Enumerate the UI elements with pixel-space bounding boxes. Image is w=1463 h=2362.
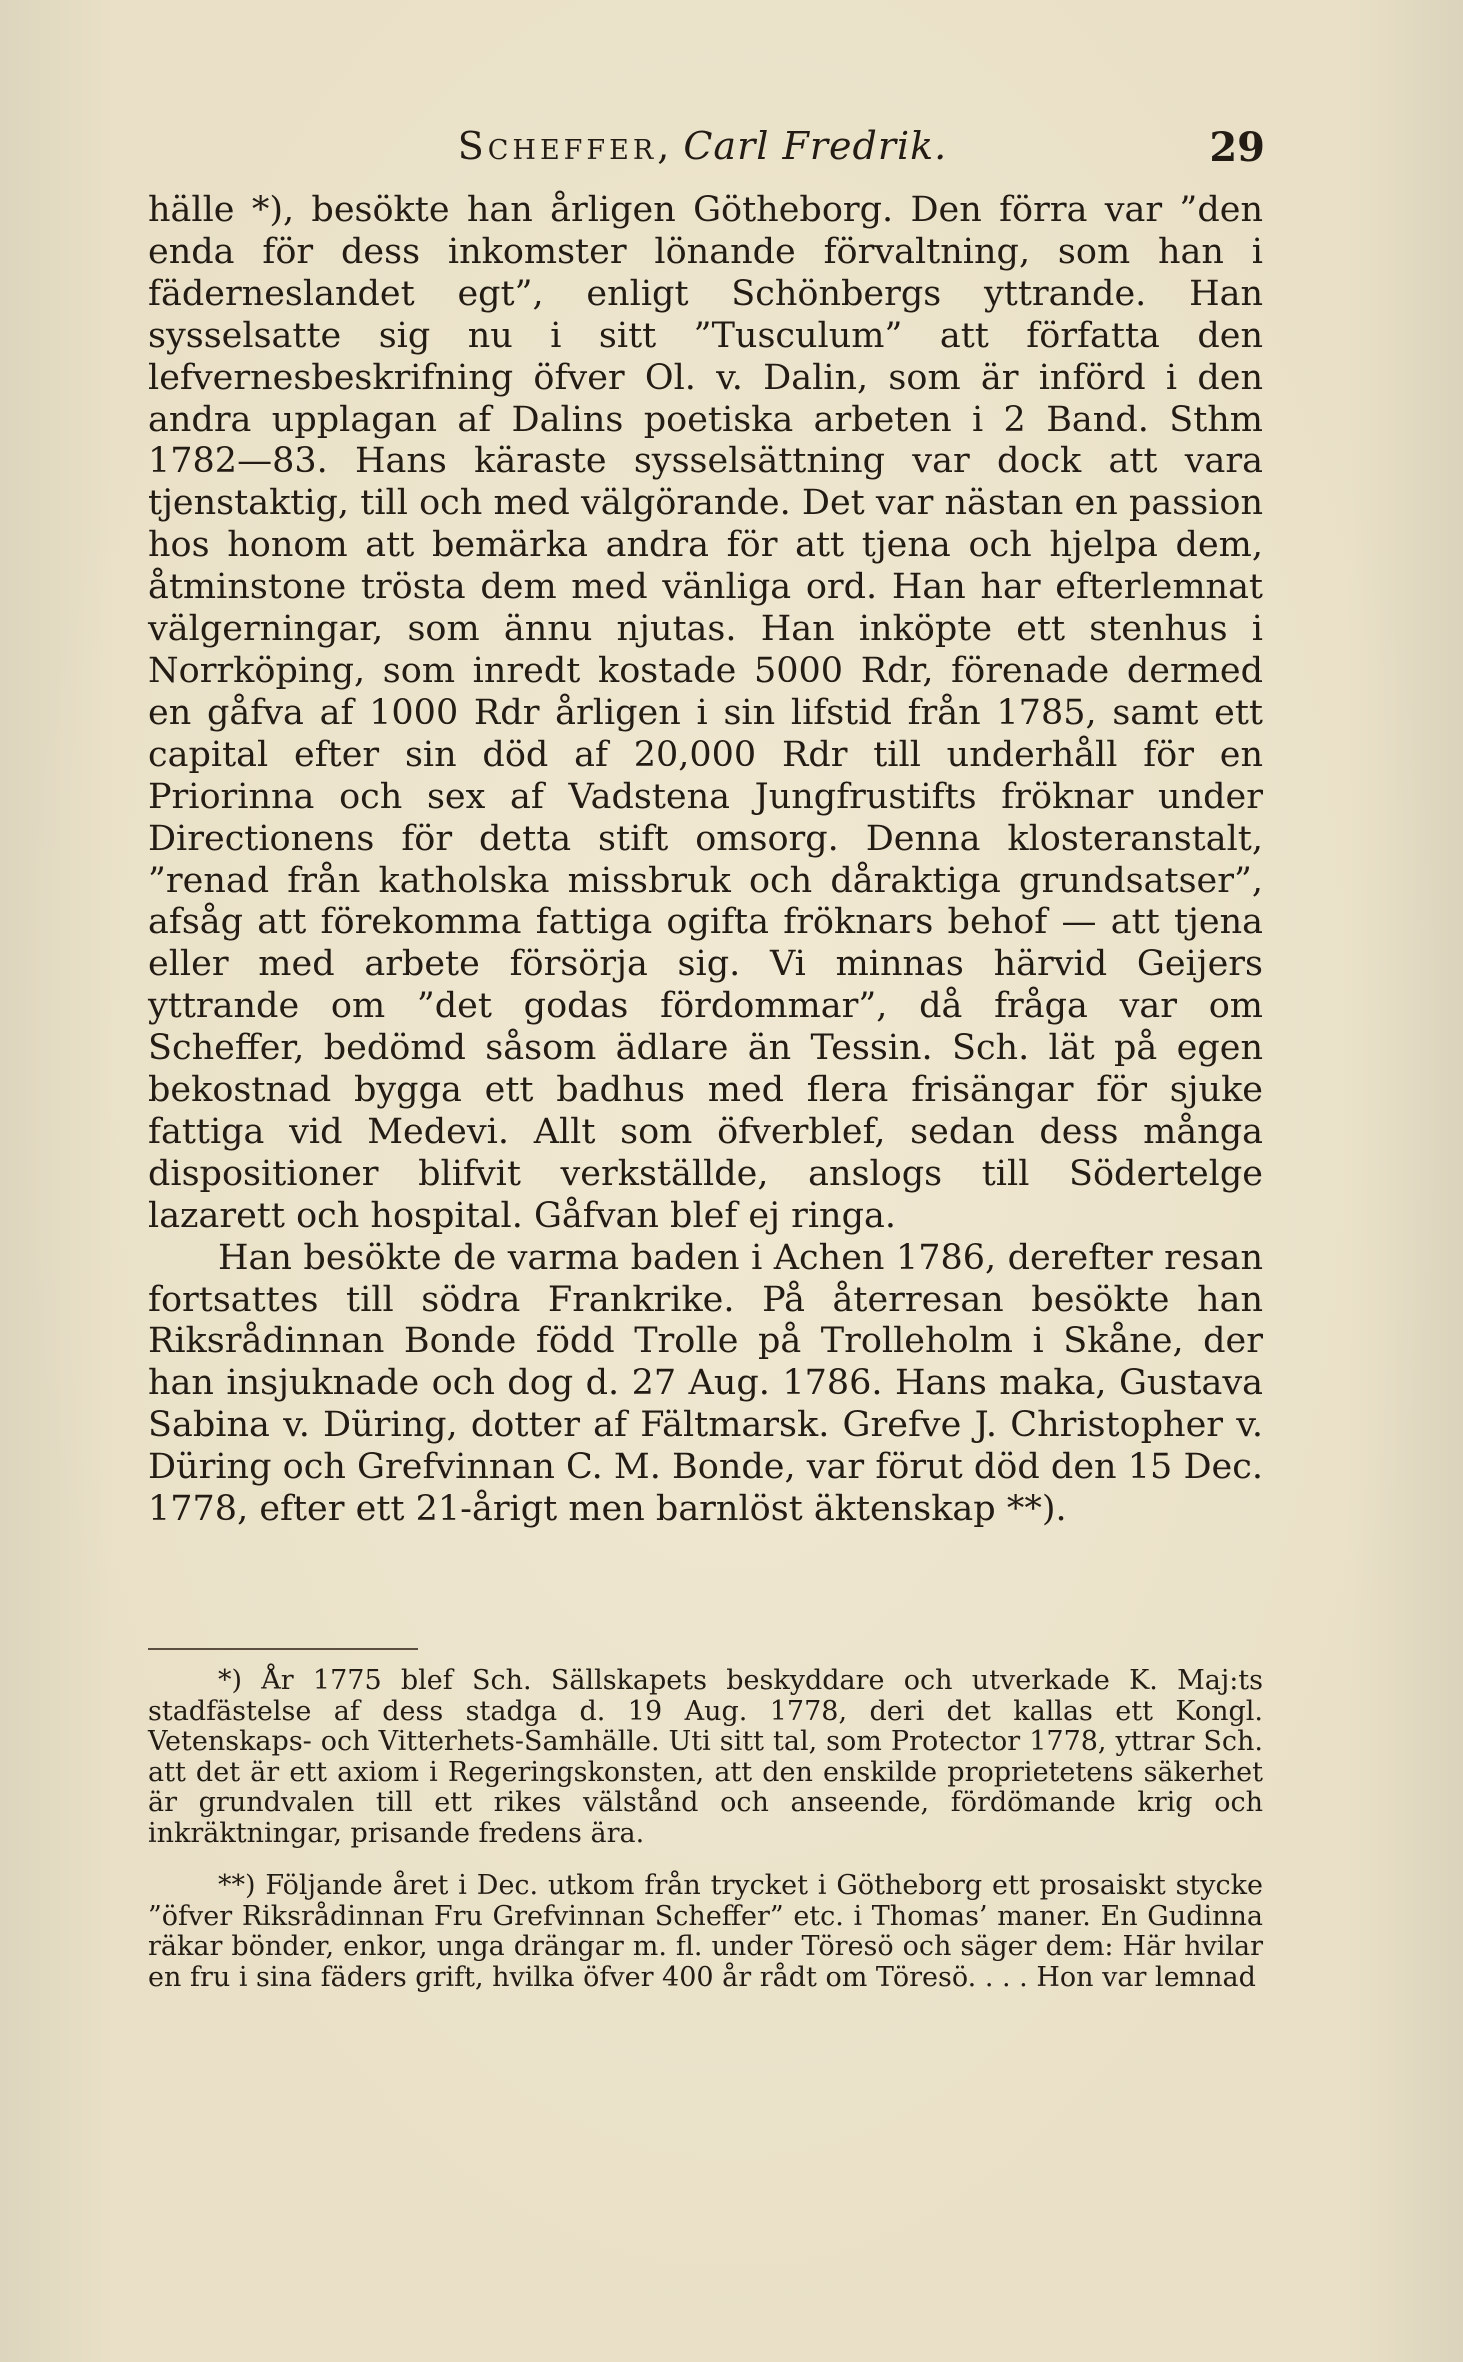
footnote-1: *) År 1775 blef Sch. Sällskapets beskyddare och utverkade K. Maj:ts stadfästelse af dess stadga d. 19 Aug. 1778, deri det kallas ett Kongl. Vetenskaps- och Vitterhets-Samhälle. Uti sitt tal, som Protector 1778, yttrar Sch. att det är ett axiom i Regeringskonsten, att den enskilde proprietetens säkerhet är grundvalen till ett rikes välstånd och anseende, fördömande krig och inkräktningar, prisande fredens ära. — [148, 1665, 1263, 1849]
running-head — [140, 124, 1265, 168]
footnotes — [148, 1666, 1263, 1993]
paragraph-1: hälle *), besökte han årligen Götheborg. Den förra var ”den enda för dess inkomster lönande förvaltning, som han i fäderneslandet egt”, enligt Schönbergs yttrande. Han sysselsatte sig nu i sitt ”Tusculum” att författa den lefvernesbeskrifning öfver Ol. v. Dalin, som är införd i den andra upplagan af Dalins poetiska arbeten i 2 Band. Sthm 1782—83. Hans käraste sysselsättning var dock att vara tjenstaktig, till och med välgörande. Det var nästan en passion hos honom att bemärka andra för att tjena och hjelpa dem, åtminstone trösta dem med vänliga ord. Han har efterlemnat välgerningar, som ännu njutas. Han inköpte ett stenhus i Norrköping, som inredt kostade 5000 Rdr, förenade dermed en gåfva af 1000 Rdr årligen i sin lifstid från 1785, samt ett capital efter sin död af 20,000 Rdr till underhåll för en Priorinna och sex af Vadstena Jungfrustifts fröknar under Directionens för detta stift omsorg. Denna klosteranstalt, ”renad från katholska missbruk och dåraktiga grundsatser”, afsåg att förekomma fattiga ogifta fröknars behof — att tjena eller med arbete försörja sig. Vi minnas härvid Geijers yttrande om ”det godas fördommar”, då fråga var om Scheffer, bedömd såsom ädlare än Tessin. Sch. lät på egen bekostnad bygga ett badhus med flera frisängar för sjuke fattiga vid Medevi. Allt som öfverblef, sedan dess många dispositioner blifvit verkställde, anslogs till Södertelge lazarett och hospital. Gåfvan blef ej ringa. — [148, 190, 1263, 1236]
footnote-2: **) Följande året i Dec. utkom från trycket i Götheborg ett prosaiskt stycke ”öfver Riksrådinnan Fru Grefvinnan Scheffer” etc. i Thomas’ maner. En Gudinna räkar bönder, enkor, unga drängar m. fl. under Töresö och säger dem: Här hvilar en fru i sina fäders grift, hvilka öfver 400 år rådt om Töresö. . . . Hon var lemnad — [148, 1870, 1263, 1993]
page-header — [140, 124, 1265, 184]
main-text — [148, 190, 1263, 1531]
footnote-divider — [148, 1648, 418, 1650]
running-head-surname: Scheffer — [457, 124, 658, 168]
running-head-separator: , — [657, 124, 684, 168]
paragraph-2: Han besökte de varma baden i Achen 1786, derefter resan fortsattes till södra Frankrike. På återresan besökte han Riksrådinnan Bonde född Trolle på Trolleholm i Skåne, der han insjuknade och dog d. 27 Aug. 1786. Hans maka, Gustava Sabina v. Düring, dotter af Fältmarsk. Grefve J. Christopher v. Düring och Grefvinnan C. M. Bonde, var förut död den 15 Dec. 1778, efter ett 21-årigt men barnlöst äktenskap **). — [148, 1237, 1263, 1530]
running-head-given-name: Carl Fredrik. — [683, 124, 948, 168]
page-number: 29 — [1209, 124, 1265, 171]
